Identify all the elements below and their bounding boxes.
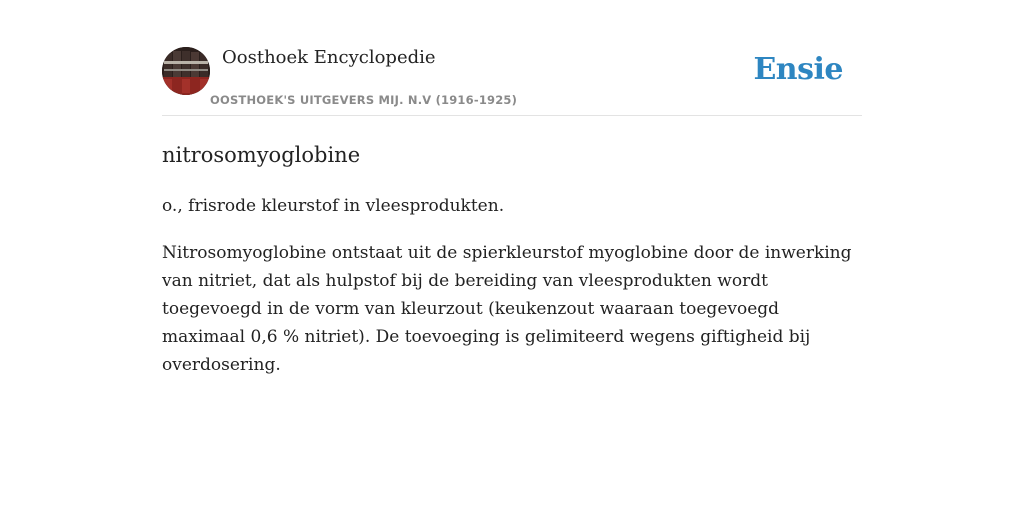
article-term: nitrosomyoglobine [162, 143, 361, 167]
definition-body: Nitrosomyoglobine ontstaat uit de spierkleurstof myoglobine door de inwerking van nitriet, dat als hulpstof bij de bereiding van vleesprodukten wordt toegevoegd in de vorm van kleurzout (keukenzout waaraan toegevoegd maximaal 0,6 % nitriet). De toevoeging is gelimiteerd wegens giftigheid bij overdosering. [162, 243, 852, 375]
source-header [162, 46, 862, 116]
definition-short: o., frisrode kleurstof in vleesprodukten. [162, 196, 505, 216]
source-subtitle: OOSTHOEK'S UITGEVERS MIJ. N.V (1916-1925) [210, 93, 518, 107]
content-container [162, 46, 862, 379]
source-title[interactable]: Oosthoek Encyclopedie [222, 47, 436, 68]
brand-logo[interactable]: Ensie [753, 52, 843, 87]
book-spines-icon[interactable] [162, 47, 210, 95]
